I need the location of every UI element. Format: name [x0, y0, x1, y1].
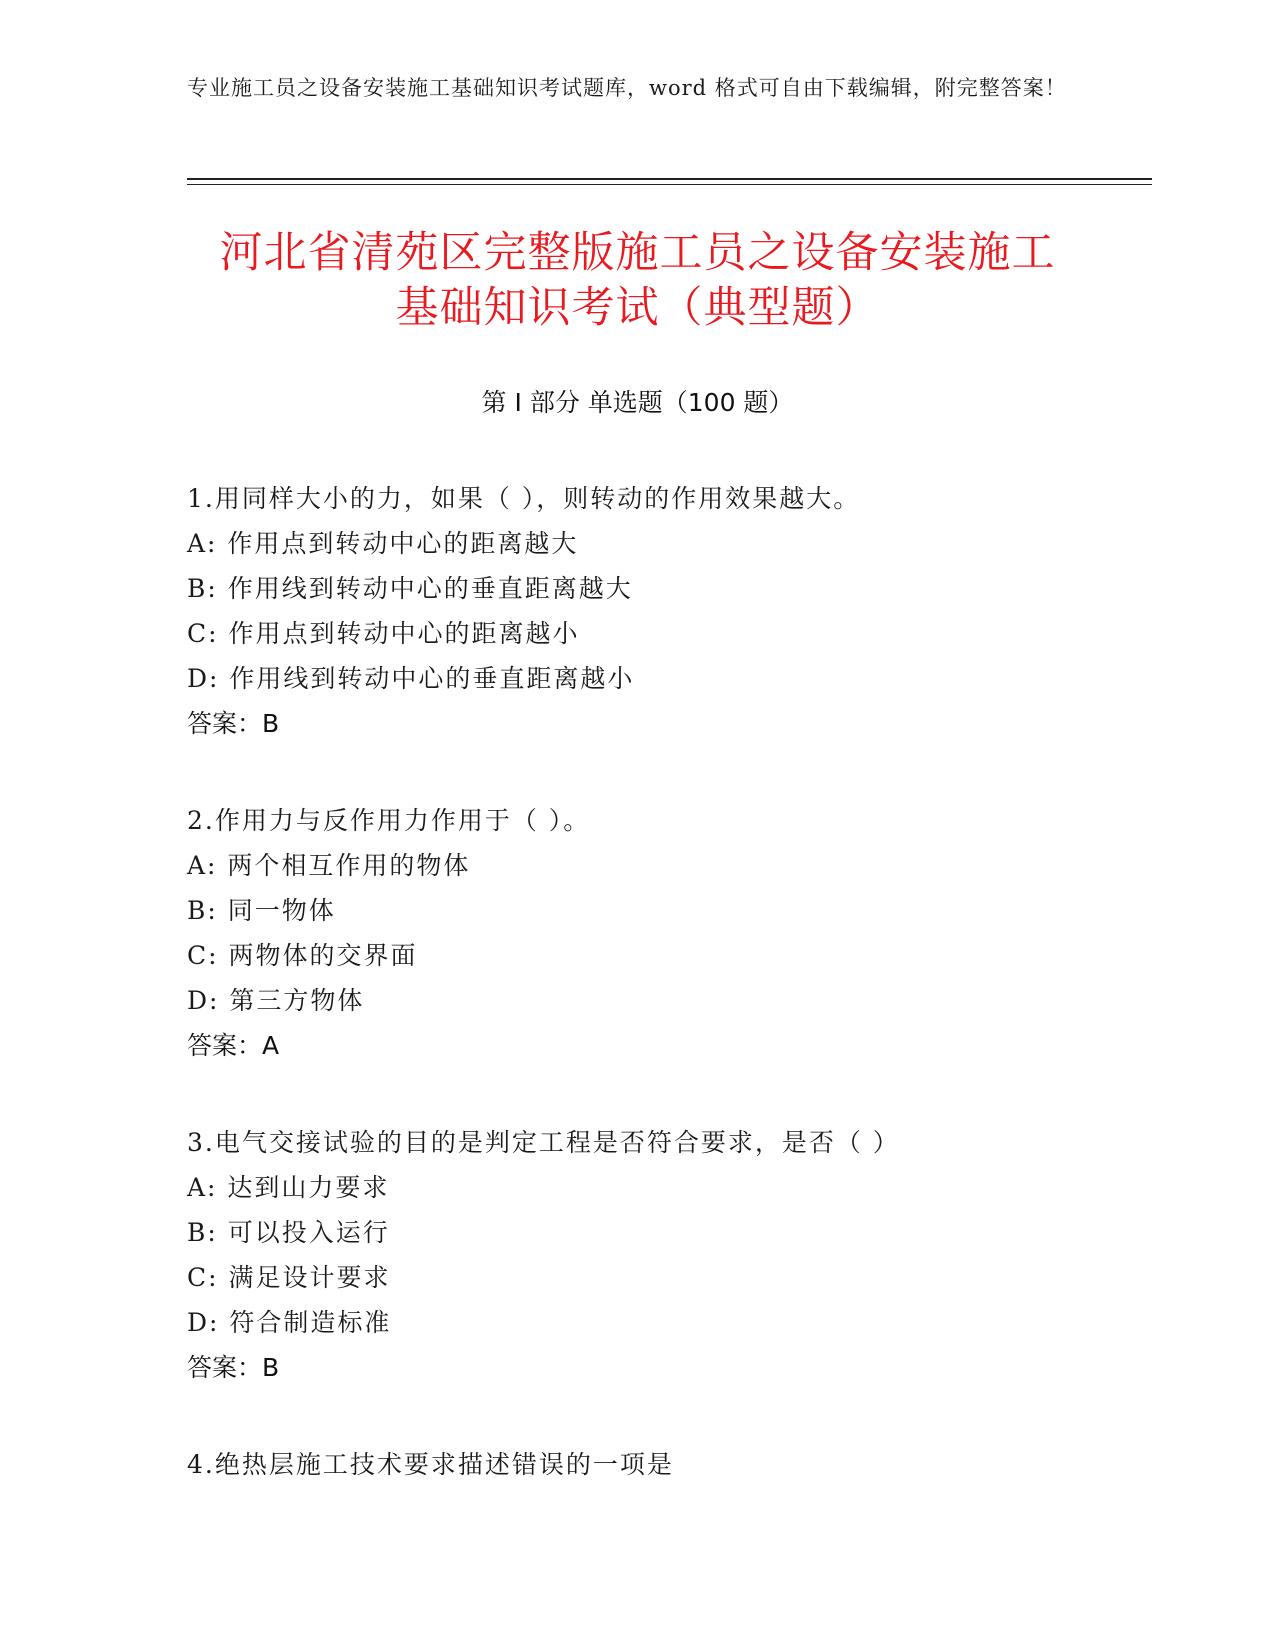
option-d: D: 作用线到转动中心的垂直距离越小 — [187, 664, 635, 693]
option-b: B: 作用线到转动中心的垂直距离越大 — [187, 574, 633, 603]
document-title-line-2: 基础知识考试（典型题） — [395, 283, 880, 333]
option-a: A: 达到山力要求 — [187, 1173, 390, 1202]
option-d: D: 符合制造标准 — [187, 1308, 392, 1337]
question-1 — [187, 476, 1147, 746]
question-stem: 4.绝热层施工技术要求描述错误的一项是 — [187, 1450, 674, 1479]
question-list — [187, 476, 1147, 1539]
option-c: C: 两物体的交界面 — [187, 941, 418, 970]
answer: 答案：B — [187, 1353, 280, 1382]
header-note: 专业施工员之设备安装施工基础知识考试题库，word 格式可自由下载编辑，附完整答案！ — [187, 76, 1067, 100]
question-2 — [187, 798, 1147, 1068]
option-b: B: 同一物体 — [187, 896, 336, 925]
section-heading: 第 I 部分 单选题（100 题） — [481, 388, 794, 417]
answer: 答案：B — [187, 709, 280, 738]
document-title — [150, 226, 1125, 336]
answer: 答案：A — [187, 1031, 280, 1060]
question-3 — [187, 1120, 1147, 1390]
header-divider-thick — [187, 178, 1152, 180]
option-c: C: 作用点到转动中心的距离越小 — [187, 619, 580, 648]
question-stem: 2.作用力与反作用力作用于（ ）。 — [187, 806, 591, 835]
option-a: A: 两个相互作用的物体 — [187, 851, 471, 880]
option-c: C: 满足设计要求 — [187, 1263, 391, 1292]
header-divider-thin — [187, 184, 1152, 185]
option-d: D: 第三方物体 — [187, 986, 365, 1015]
option-a: A: 作用点到转动中心的距离越大 — [187, 529, 579, 558]
document-title-line-1: 河北省清苑区完整版施工员之设备安装施工 — [219, 228, 1056, 278]
question-stem: 3.电气交接试验的目的是判定工程是否符合要求，是否（ ） — [187, 1128, 900, 1157]
question-stem: 1.用同样大小的力，如果（ ），则转动的作用效果越大。 — [187, 484, 861, 513]
option-b: B: 可以投入运行 — [187, 1218, 390, 1247]
question-4 — [187, 1442, 1147, 1487]
